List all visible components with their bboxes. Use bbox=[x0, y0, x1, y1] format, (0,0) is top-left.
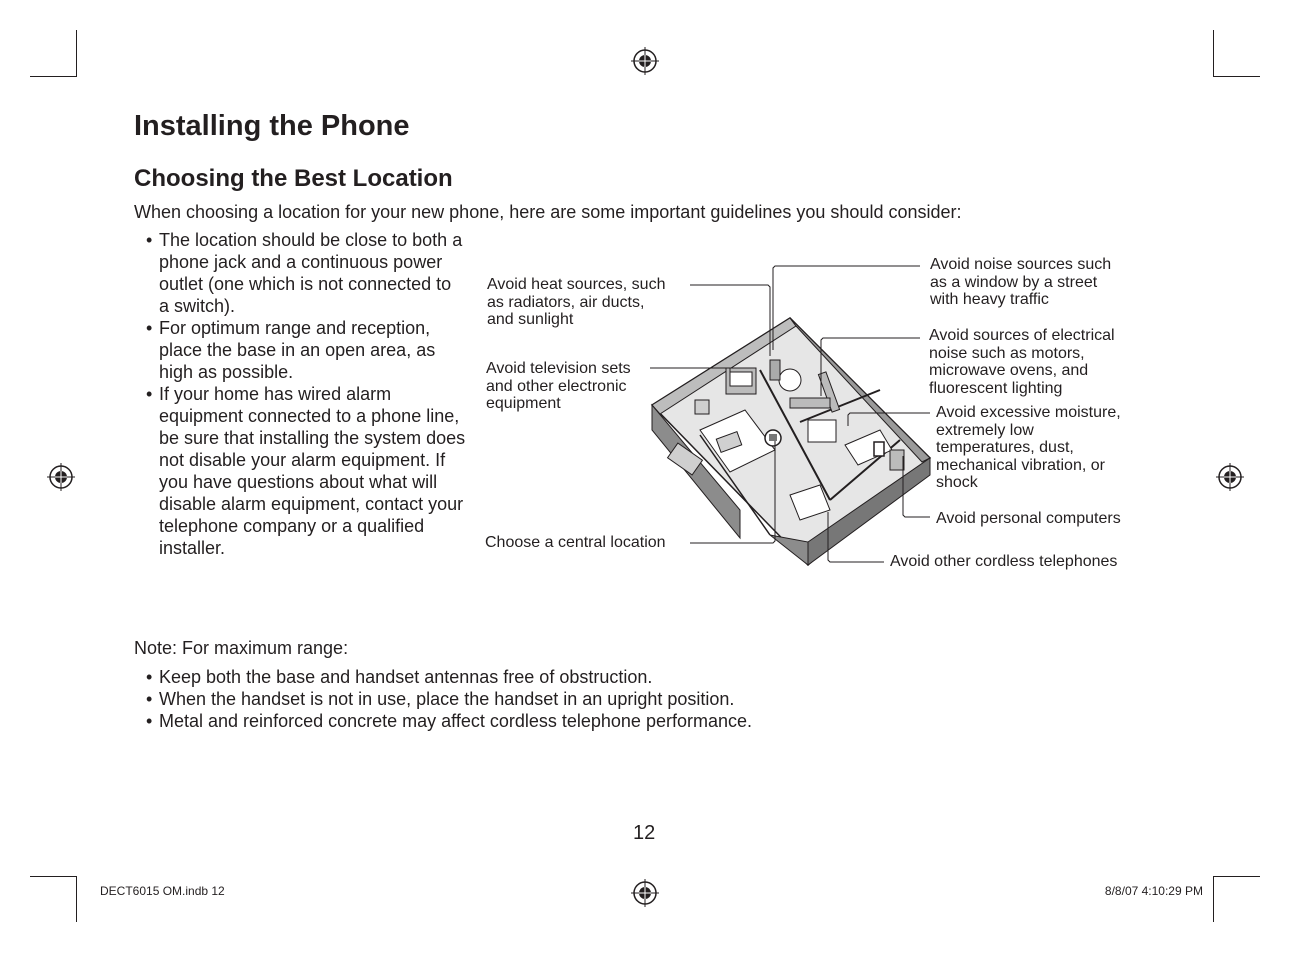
note-label: Note: For maximum range: bbox=[134, 638, 349, 658]
callout-heat bbox=[487, 276, 665, 329]
list-item: • Keep both the base and handset antennas free of obstruction. bbox=[146, 666, 752, 688]
callout-line: as a window by a street bbox=[930, 273, 1098, 291]
callout-line: microwave ovens, and bbox=[929, 362, 1089, 379]
footer-file-info: DECT6015 OM.indb 12 bbox=[100, 884, 225, 898]
note-list bbox=[146, 666, 752, 732]
list-item: • Metal and reinforced concrete may affect cordless telephone performance. bbox=[146, 710, 752, 732]
callout-line: as radiators, air ducts, bbox=[487, 293, 645, 311]
callout-line: and sunlight bbox=[487, 311, 574, 328]
callout-line: equipment bbox=[486, 395, 561, 412]
page-title: Installing the Phone bbox=[134, 110, 410, 142]
list-item: • If your home has wired alarm equipment connected to a phone line, be sure that installing the system does not disable your alarm equipment. If you have questions about what will disable alarm equipment, contact your telephone company or a qualified installer. bbox=[146, 383, 466, 559]
callout-line: Avoid heat sources, such bbox=[487, 276, 666, 293]
callout-noise bbox=[930, 256, 1111, 309]
page-number: 12 bbox=[633, 822, 656, 844]
callout-line: Avoid sources of electrical bbox=[929, 327, 1115, 344]
callout-tv bbox=[486, 360, 631, 413]
callout-moisture bbox=[936, 404, 1121, 492]
section-title: Choosing the Best Location bbox=[134, 165, 453, 192]
callout-line: shock bbox=[936, 474, 978, 491]
callout-line: extremely low bbox=[936, 421, 1034, 439]
callout-line: with heavy traffic bbox=[930, 291, 1049, 308]
intro-text: When choosing a location for your new phone, here are some important guidelines you should consider: bbox=[134, 202, 962, 222]
callout-cordless: Avoid other cordless telephones bbox=[890, 553, 1118, 570]
callout-line: Avoid television sets bbox=[486, 360, 631, 377]
callout-line: Avoid excessive moisture, bbox=[936, 404, 1121, 421]
list-item: • For optimum range and reception, place the base in an open area, as high as possible. bbox=[146, 317, 466, 383]
callout-central: Choose a central location bbox=[485, 534, 666, 551]
callout-computers: Avoid personal computers bbox=[936, 510, 1121, 527]
callout-line: Avoid noise sources such bbox=[930, 256, 1112, 273]
callout-line: and other electronic bbox=[486, 377, 627, 395]
list-item: • The location should be close to both a phone jack and a continuous power outlet (one which is not connected to a switch). bbox=[146, 229, 466, 317]
footer-timestamp: 8/8/07 4:10:29 PM bbox=[1104, 884, 1203, 898]
callout-line: mechanical vibration, or bbox=[936, 456, 1105, 474]
list-item: • When the handset is not in use, place the handset in an upright position. bbox=[146, 688, 752, 710]
callout-electrical bbox=[929, 327, 1115, 397]
callout-line: fluorescent lighting bbox=[929, 379, 1063, 397]
callout-line: temperatures, dust, bbox=[936, 439, 1074, 456]
callout-line: noise such as motors, bbox=[929, 344, 1085, 362]
